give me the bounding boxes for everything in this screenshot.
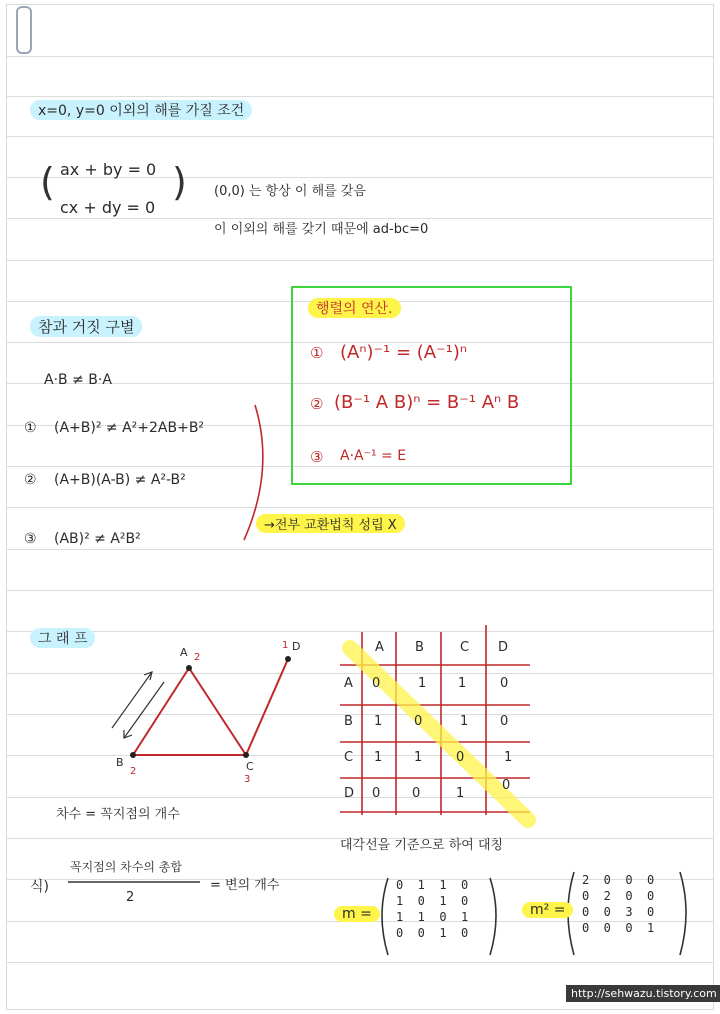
vertex-d: [285, 656, 291, 662]
table-cell: 0: [500, 714, 509, 729]
paren-right: ): [172, 160, 187, 204]
m-label: m =: [334, 906, 380, 922]
brace-curve: [244, 405, 263, 540]
table-cell: 0: [500, 676, 509, 691]
m-bracket-right: [490, 878, 496, 955]
table-cell: 1: [504, 750, 513, 765]
brace-note: →전부 교환법칙 성립 X: [256, 514, 405, 533]
table-row-label-b: B: [344, 714, 353, 729]
formula-numerator: 꼭지점의 차수의 총합: [70, 860, 182, 874]
label-b: B: [116, 756, 124, 769]
m-matrix: 0 1 1 0 1 0 1 0 1 1 0 1 0 0 1 0: [396, 878, 469, 940]
equation-1: ax + by = 0: [60, 160, 157, 179]
section2-item1: (A+B)² ≠ A²+2AB+B²: [54, 420, 205, 436]
table-cell: 1: [418, 676, 427, 691]
table-cell: 1: [374, 714, 383, 729]
matrix-op2: (B⁻¹ A B)ⁿ = B⁻¹ Aⁿ B: [334, 392, 520, 413]
section1-note2: 이 이외의 해를 갖기 때문에 ad-bc=0: [214, 222, 429, 237]
table-cell: 1: [414, 750, 423, 765]
table-cell: 0: [372, 786, 381, 801]
degree-d: 1: [282, 640, 289, 651]
arrow-up: [112, 672, 152, 728]
formula-prefix: 식): [30, 879, 49, 895]
edge-a-c: [189, 668, 246, 755]
table-cell: 0: [372, 676, 381, 691]
section2-item3: (AB)² ≠ A²B²: [54, 531, 141, 547]
vertex-a: [186, 665, 192, 671]
label-c: C: [246, 760, 254, 773]
table-header-d: D: [498, 640, 509, 655]
table-cell: 0: [502, 778, 511, 793]
degree-b: 2: [130, 766, 137, 777]
table-header-b: B: [415, 640, 424, 655]
table-row-label-d: D: [344, 786, 355, 801]
formula-rhs: = 변의 개수: [210, 878, 280, 893]
table-header-c: C: [460, 640, 470, 655]
label-a: A: [180, 646, 188, 659]
section2-item2: (A+B)(A-B) ≠ A²-B²: [54, 472, 186, 488]
arrow-down: [124, 682, 164, 738]
m2-label: m² =: [522, 902, 573, 918]
degree-c: 3: [244, 774, 251, 785]
matrix-op1: (Aⁿ)⁻¹ = (A⁻¹)ⁿ: [340, 342, 468, 363]
section1-note1: (0,0) 는 항상 이 해를 갖음: [214, 184, 366, 199]
footer-url[interactable]: http://sehwazu.tistory.com: [566, 985, 720, 1002]
matrix-op3: A·A⁻¹ = E: [340, 448, 407, 464]
edge-a-b: [133, 668, 189, 755]
section2-item2-num: ②: [24, 472, 37, 488]
label-d: D: [292, 640, 301, 653]
vertex-b: [130, 752, 136, 758]
table-cell: 0: [414, 714, 423, 729]
section2-title: 참과 거짓 구별: [30, 316, 142, 337]
formula-denominator: 2: [126, 890, 135, 905]
table-header-a: A: [375, 640, 384, 655]
matrix-ops-title: 행렬의 연산.: [308, 298, 401, 318]
m2-bracket-right: [680, 872, 686, 955]
table-row-label-a: A: [344, 676, 353, 691]
degree-a: 2: [194, 652, 201, 663]
m-bracket-left: [382, 878, 388, 955]
section2-item0: A·B ≠ B·A: [44, 372, 112, 388]
section2-item1-num: ①: [24, 420, 37, 436]
matrix-op1-num: ①: [310, 344, 324, 362]
table-cell: 0: [412, 786, 421, 801]
table-cell: 1: [458, 676, 467, 691]
section1-title: x=0, y=0 이외의 해를 가질 조건: [30, 100, 252, 120]
degree-definition: 차수 = 꼭지점의 개수: [56, 807, 180, 822]
table-cell: 0: [456, 750, 465, 765]
m2-matrix: 2 0 0 0 0 2 0 0 0 0 3 0 0 0 0 1: [582, 873, 655, 935]
table-cell: 1: [460, 714, 469, 729]
matrix-op3-num: ③: [310, 448, 324, 466]
table-row-label-c: C: [344, 750, 354, 765]
edge-c-d: [246, 659, 288, 755]
table-cell: 1: [374, 750, 383, 765]
paren-left: (: [40, 160, 55, 204]
vertex-c: [243, 752, 249, 758]
matrix-op2-num: ②: [310, 395, 324, 413]
symmetry-note: 대각선을 기준으로 하여 대칭: [340, 838, 504, 853]
graph-title: 그 래 프: [30, 628, 95, 648]
table-cell: 1: [456, 786, 465, 801]
equation-2: cx + dy = 0: [60, 198, 156, 217]
section2-item3-num: ③: [24, 531, 37, 547]
